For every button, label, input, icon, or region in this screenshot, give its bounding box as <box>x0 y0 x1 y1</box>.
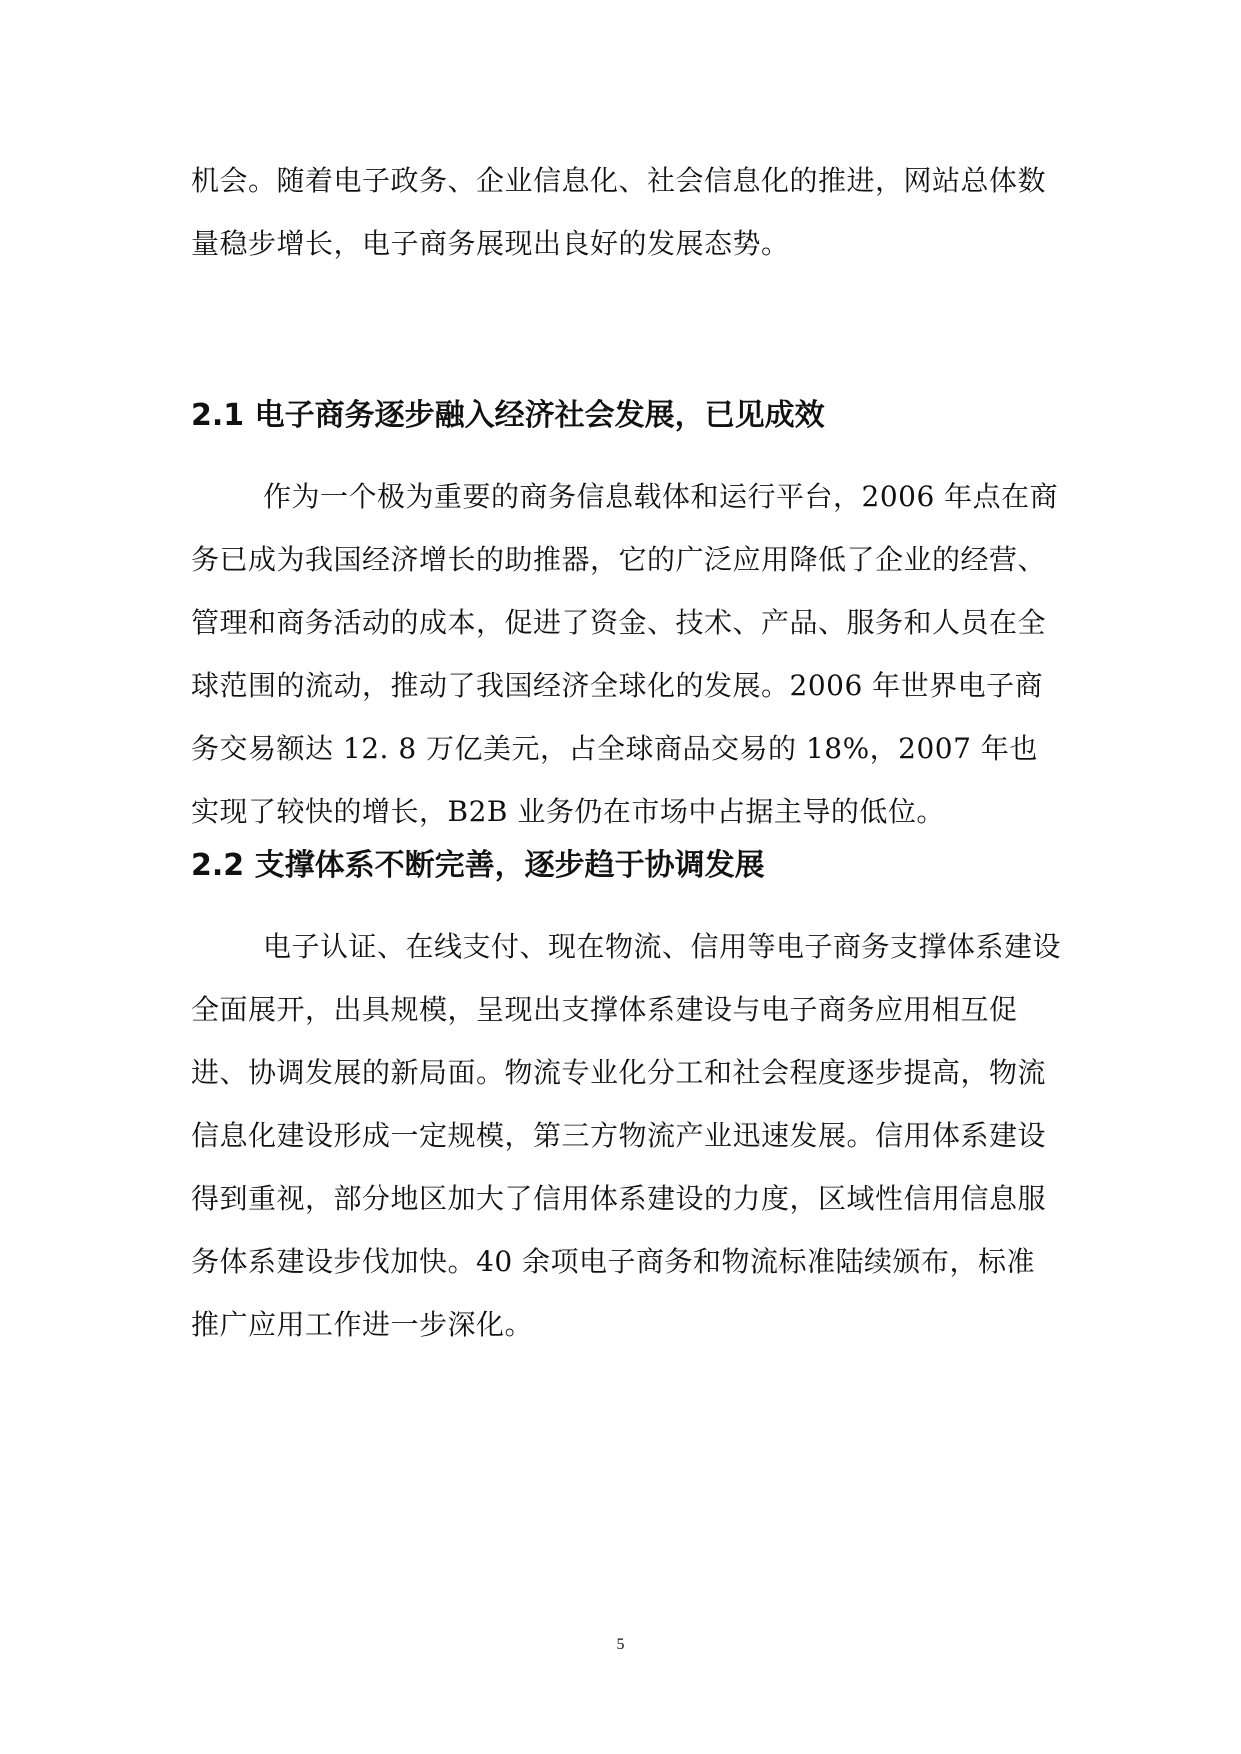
page-number: 5 <box>616 1636 625 1653</box>
section-2-2-paragraph: 电子认证、在线支付、现在物流、信用等电子商务支撑体系建设全面展开，出具规模，呈现出支撑体系建设与电子商务应用相互促进、协调发展的新局面。物流专业化分工和社会程度逐步提高，物流信息化建设形成一定规模，第三方物流产业迅速发展。信用体系建设得到重视，部分地区加大了信用体系建设的力度，区域性信用信息服务体系建设步伐加快。40 余项电子商务和物流标准陆续颁布，标准推广应用工作进一步深化。 <box>191 930 1062 1341</box>
intro-paragraph: 机会。随着电子政务、企业信息化、社会信息化的推进，网站总体数量稳步增长，电子商务展现出良好的发展态势。 <box>191 164 1047 260</box>
section-2-2-heading: 2.2 支撑体系不断完善，逐步趋于协调发展 <box>191 848 765 883</box>
section-2-1-heading: 2.1 电子商务逐步融入经济社会发展，已见成效 <box>191 398 825 433</box>
section-2-1-paragraph: 作为一个极为重要的商务信息载体和运行平台，2006 年点在商务已成为我国经济增长的助推器，它的广泛应用降低了企业的经营、管理和商务活动的成本，促进了资金、技术、产品、服务和人员在全球范围的流动，推动了我国经济全球化的发展。2006 年世界电子商务交易额达 12. 8 万亿美元，占全球商品交易的 18%，2007 年也实现了较快的增长，B2B 业务仍在市场中占据主导的低位。 <box>191 480 1059 828</box>
